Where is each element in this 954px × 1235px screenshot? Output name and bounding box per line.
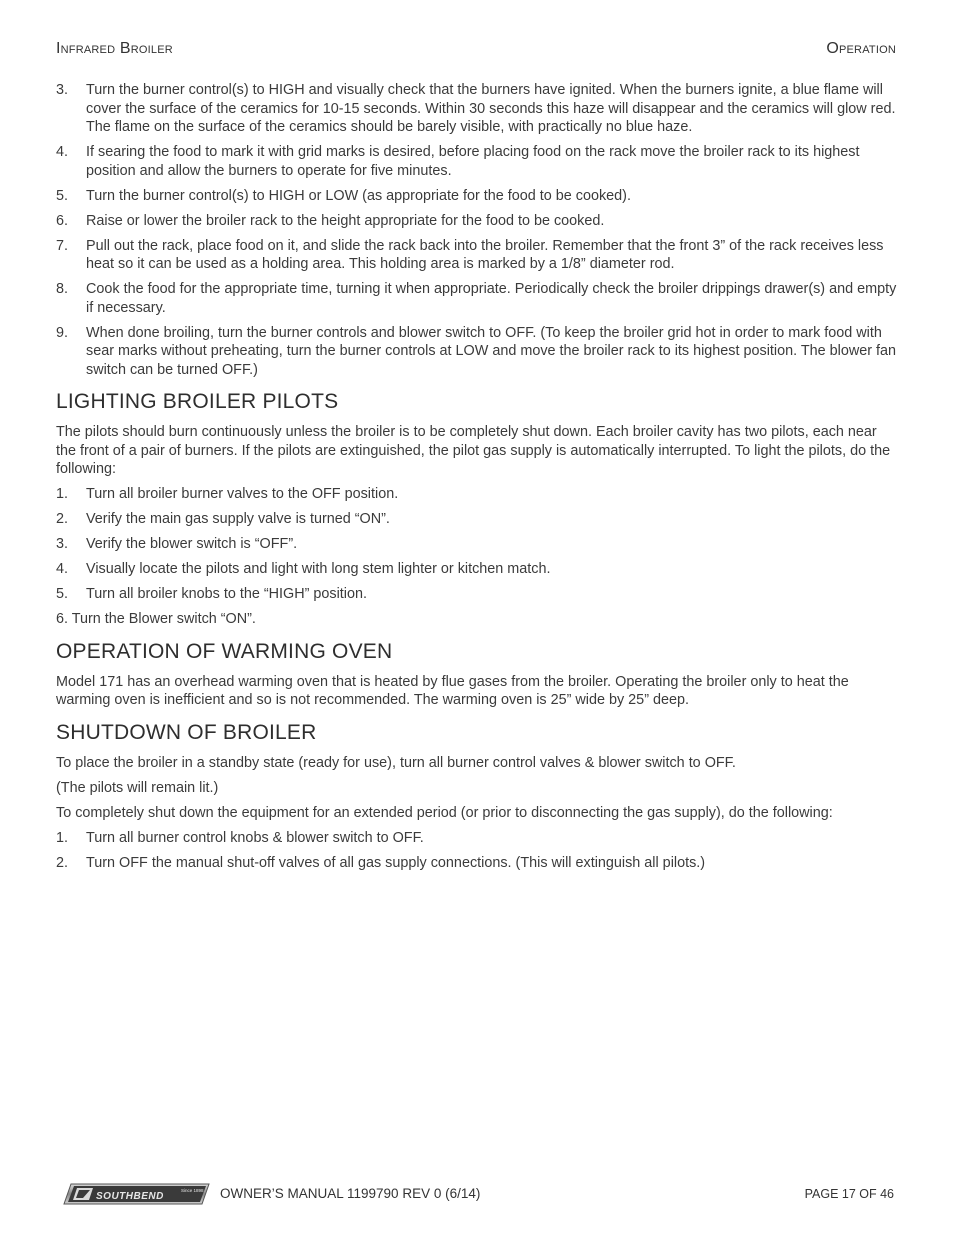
lighting-last-step: 6. Turn the Blower switch “ON”. — [56, 611, 256, 627]
step-text: When done broiling, turn the burner controls and blower switch to OFF. (To keep the broiler grid hot in order to mark food with sear marks without preheating, turn the burner controls at LOW and move the broiler rack to its highest position. The blower fan switch can be turned OFF.) — [86, 324, 897, 378]
shutdown-standby-paragraph: To place the broiler in a standby state (ready for use), turn all burner control valves & blower switch to OFF. — [56, 754, 736, 771]
shutdown-steps-list — [56, 829, 898, 873]
step-number: 7. — [56, 237, 69, 254]
list-item — [56, 560, 898, 579]
step-number: 5. — [56, 586, 69, 602]
svg-text:SOUTHBEND: SOUTHBEND — [96, 1191, 164, 1202]
shutdown-pilots-note: (The pilots will remain lit.) — [56, 779, 219, 796]
list-item — [56, 187, 898, 206]
list-item — [56, 485, 898, 504]
page-content — [56, 81, 898, 879]
step-number: 6. — [56, 212, 69, 229]
list-item — [56, 854, 898, 873]
step-text: Turn all broiler knobs to the “HIGH” position. — [86, 586, 367, 602]
step-text: Turn OFF the manual shut-off valves of all gas supply connections. (This will extinguish all pilots.) — [86, 854, 706, 871]
operation-steps-list — [56, 81, 898, 379]
step-number: 1. — [56, 829, 69, 846]
step-number: 3. — [56, 82, 69, 98]
lighting-intro-paragraph: The pilots should burn continuously unless the broiler is to be completely shut down. Each broiler cavity has two pilots, each near the front of a pair of burners. If the pilots are extinguished, the pilot gas supply is automatically interrupted. To light the pilots, do the following: — [56, 424, 891, 477]
step-text: Pull out the rack, place food on it, and slide the rack back into the broiler. Remember that the front 3” of the rack receives less heat so it can be used as a holding area. This holding area is marked by a 1/8” diameter rod. — [86, 237, 884, 272]
southbend-logo — [63, 1183, 210, 1205]
step-text: Cook the food for the appropriate time, turning it when appropriate. Periodically check the broiler drippings drawer(s) and empty if necessary. — [86, 281, 897, 316]
shutdown-complete-paragraph: To completely shut down the equipment for an extended period (or prior to disconnecting the gas supply), do the following: — [56, 804, 833, 821]
step-number: 2. — [56, 854, 69, 871]
list-item — [56, 585, 898, 604]
step-number: 9. — [56, 324, 69, 341]
step-number: 1. — [56, 486, 69, 502]
step-text: Raise or lower the broiler rack to the height appropriate for the food to be cooked. — [86, 212, 605, 229]
step-text: Turn all burner control knobs & blower switch to OFF. — [86, 829, 424, 846]
list-item — [56, 212, 898, 231]
step-text: If searing the food to mark it with grid marks is desired, before placing food on the rack move the broiler rack to its highest position and allow the burners to operate for five minutes. — [86, 144, 860, 179]
footer-page-number: PAGE 17 OF 46 — [804, 1187, 894, 1201]
list-item — [56, 81, 898, 137]
step-text: Turn all broiler burner valves to the OFF position. — [86, 486, 399, 502]
svg-text:Since 1898: Since 1898 — [181, 1188, 204, 1193]
step-number: 3. — [56, 536, 69, 552]
warming-section-heading: OPERATION OF WARMING OVEN — [56, 639, 393, 663]
step-text: Turn the burner control(s) to HIGH or LOW (as appropriate for the food to be cooked). — [86, 187, 631, 204]
lighting-section-heading: LIGHTING BROILER PILOTS — [56, 390, 339, 413]
list-item — [56, 510, 898, 529]
step-text: Verify the blower switch is “OFF”. — [86, 536, 298, 552]
page-footer — [63, 1183, 898, 1207]
step-text: Visually locate the pilots and light with long stem lighter or kitchen match. — [86, 561, 551, 577]
footer-manual-id: OWNER’S MANUAL 1199790 REV 0 (6/14) — [220, 1186, 481, 1201]
step-number: 4. — [56, 144, 69, 160]
list-item — [56, 324, 898, 380]
header-chapter-title: Operation — [826, 40, 896, 57]
step-number: 2. — [56, 511, 69, 527]
lighting-steps-list — [56, 485, 898, 604]
step-number: 4. — [56, 561, 69, 577]
warming-paragraph: Model 171 has an overhead warming oven that is heated by flue gases from the broiler. Operating the broiler only to heat the warming oven is inefficient and so is not recommended. The warming oven is 25” wide by 25” deep. — [56, 673, 849, 708]
list-item — [56, 237, 898, 274]
list-item — [56, 829, 898, 848]
step-text: Turn the burner control(s) to HIGH and visually check that the burners have ignited. When the burners ignite, a blue flame will cover the surface of the ceramics for 10-15 seconds. Within 30 seconds this haze will disappear and the ceramics will glow red. The flame on the surface of the ceramics should be barely visible, with practically no blue haze. — [86, 82, 896, 135]
list-item — [56, 535, 898, 554]
step-text: Verify the main gas supply valve is turned “ON”. — [86, 511, 390, 527]
list-item — [56, 143, 898, 180]
step-number: 5. — [56, 187, 69, 204]
shutdown-section-heading: SHUTDOWN OF BROILER — [56, 720, 317, 744]
step-number: 8. — [56, 281, 69, 297]
header-section-title: Infrared Broiler — [56, 40, 173, 57]
list-item — [56, 280, 898, 317]
